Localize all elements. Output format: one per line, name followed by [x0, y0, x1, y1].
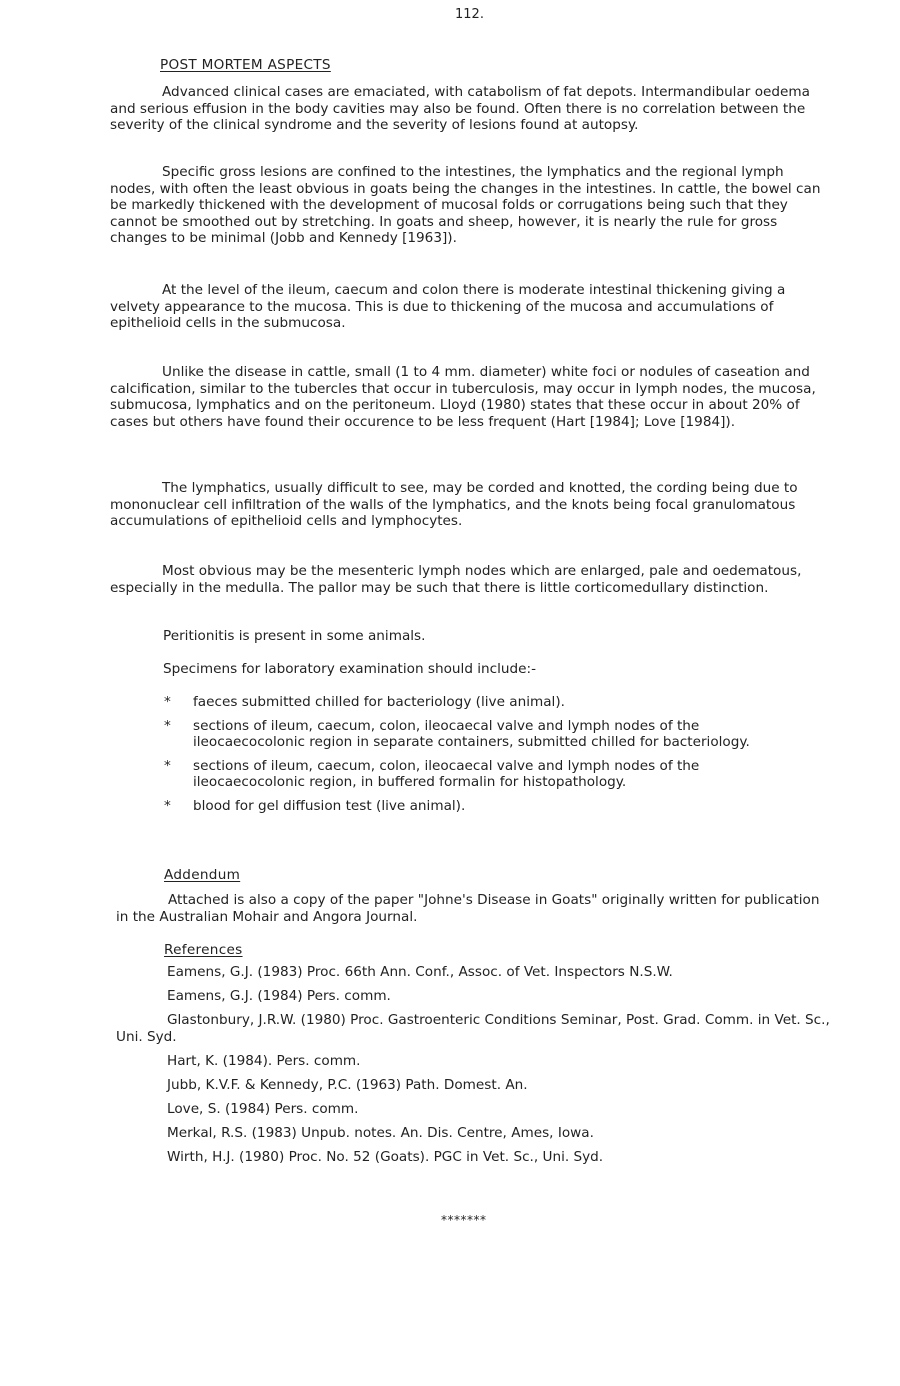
paragraph-clinical-cases: Advanced clinical cases are emaciated, with catabolism of fat depots. Intermandibular oedema and serious effusion in the body cavities may also be found. Often there is no correlation between the severity of the clinical syndrome and the severity of lesions found at autopsy.: [110, 84, 810, 134]
paragraph-addendum: Attached is also a copy of the paper "Johne's Disease in Goats" originally written for publication in the Australian Mohair and Angora Journal.: [116, 892, 820, 925]
list-item-text: faeces submitted chilled for bacteriology (live animal).: [193, 694, 565, 710]
asterisk-bullet: *: [164, 757, 171, 774]
section-heading-references: References: [164, 942, 243, 958]
page-number: 112.: [455, 7, 484, 22]
asterisk-bullet: *: [164, 694, 171, 710]
reference-item: Hart, K. (1984). Pers. comm.: [167, 1052, 361, 1069]
asterisk-bullet: *: [164, 797, 171, 814]
list-item: [160, 718, 800, 751]
list-item: [160, 798, 800, 815]
list-item-text: blood for gel diffusion test (live animal).: [193, 797, 466, 814]
reference-item: Eamens, G.J. (1984) Pers. comm.: [167, 988, 391, 1005]
list-item: [160, 758, 800, 791]
reference-list: [116, 964, 836, 1173]
paragraph-foci-nodules: Unlike the disease in cattle, small (1 to 4 mm. diameter) white foci or nodules of caseation and calcification, similar to the tubercles that occur in tuberculosis, may occur in lymph nodes, the mucosa, submucosa, lymphatics and on the peritoneum. Lloyd (1980) states that these occur in about 20% of cases but others have found their occurence to be less frequent (Hart [1984]; Love [1984]).: [110, 364, 816, 430]
reference-item: Merkal, R.S. (1983) Unpub. notes. An. Dis. Centre, Ames, Iowa.: [167, 1125, 594, 1142]
asterisk-bullet: *: [164, 717, 171, 734]
reference-item: Love, S. (1984) Pers. comm.: [167, 1101, 359, 1118]
reference-item: Wirth, H.J. (1980) Proc. No. 52 (Goats). PGC in Vet. Sc., Uni. Syd.: [167, 1149, 604, 1166]
paragraph-lymphatics: The lymphatics, usually difficult to see, may be corded and knotted, the cording being due to mononuclear cell infiltration of the walls of the lymphatics, and the knots being focal granulomatous accumulations of epithelioid cells and lymphocytes.: [110, 480, 798, 530]
list-item-text: sections of ileum, caecum, colon, ileocaecal valve and lymph nodes of the ileocaecocolonic region in separate containers, submitted chilled for bacteriology.: [193, 717, 750, 751]
end-marker: *******: [441, 1213, 487, 1227]
specimens-intro: Specimens for laboratory examination should include:-: [163, 661, 536, 677]
reference-item: Jubb, K.V.F. & Kennedy, P.C. (1963) Path. Domest. An.: [167, 1076, 528, 1093]
paragraph-gross-lesions: Specific gross lesions are confined to the intestines, the lymphatics and the regional lymph nodes, with often the least obvious in goats being the changes in the intestines. In cattle, the bowel can be markedly thickened with the development of mucosal folds or corrugations being such that they cannot be smoothed out by stretching. In goats and sheep, however, it is nearly the rule for gross changes to be minimal (Jobb and Kennedy [1963]).: [110, 164, 821, 247]
list-item-text: sections of ileum, caecum, colon, ileocaecal valve and lymph nodes of the ileocaecocolonic region, in buffered formalin for histopathology.: [193, 757, 700, 791]
peritonitis-line: Peritionitis is present in some animals.: [163, 628, 426, 644]
paragraph-ileum-level: At the level of the ileum, caecum and colon there is moderate intestinal thickening giving a velvety appearance to the mucosa. This is due to thickening of the mucosa and accumulations of epithelioid cells in the submucosa.: [110, 282, 786, 332]
reference-item: Glastonbury, J.R.W. (1980) Proc. Gastroenteric Conditions Seminar, Post. Grad. Comm. in Vet. Sc., Uni. Syd.: [116, 1012, 830, 1045]
section-heading-post-mortem: POST MORTEM ASPECTS: [160, 57, 331, 73]
section-heading-addendum: Addendum: [164, 867, 241, 883]
reference-item: Eamens, G.J. (1983) Proc. 66th Ann. Conf., Assoc. of Vet. Inspectors N.S.W.: [167, 964, 673, 980]
paragraph-mesenteric-nodes: Most obvious may be the mesenteric lymph nodes which are enlarged, pale and oedematous, especially in the medulla. The pallor may be such that there is little corticomedullary distinction.: [110, 563, 802, 596]
specimen-list: [160, 694, 800, 822]
list-item: [160, 694, 800, 711]
